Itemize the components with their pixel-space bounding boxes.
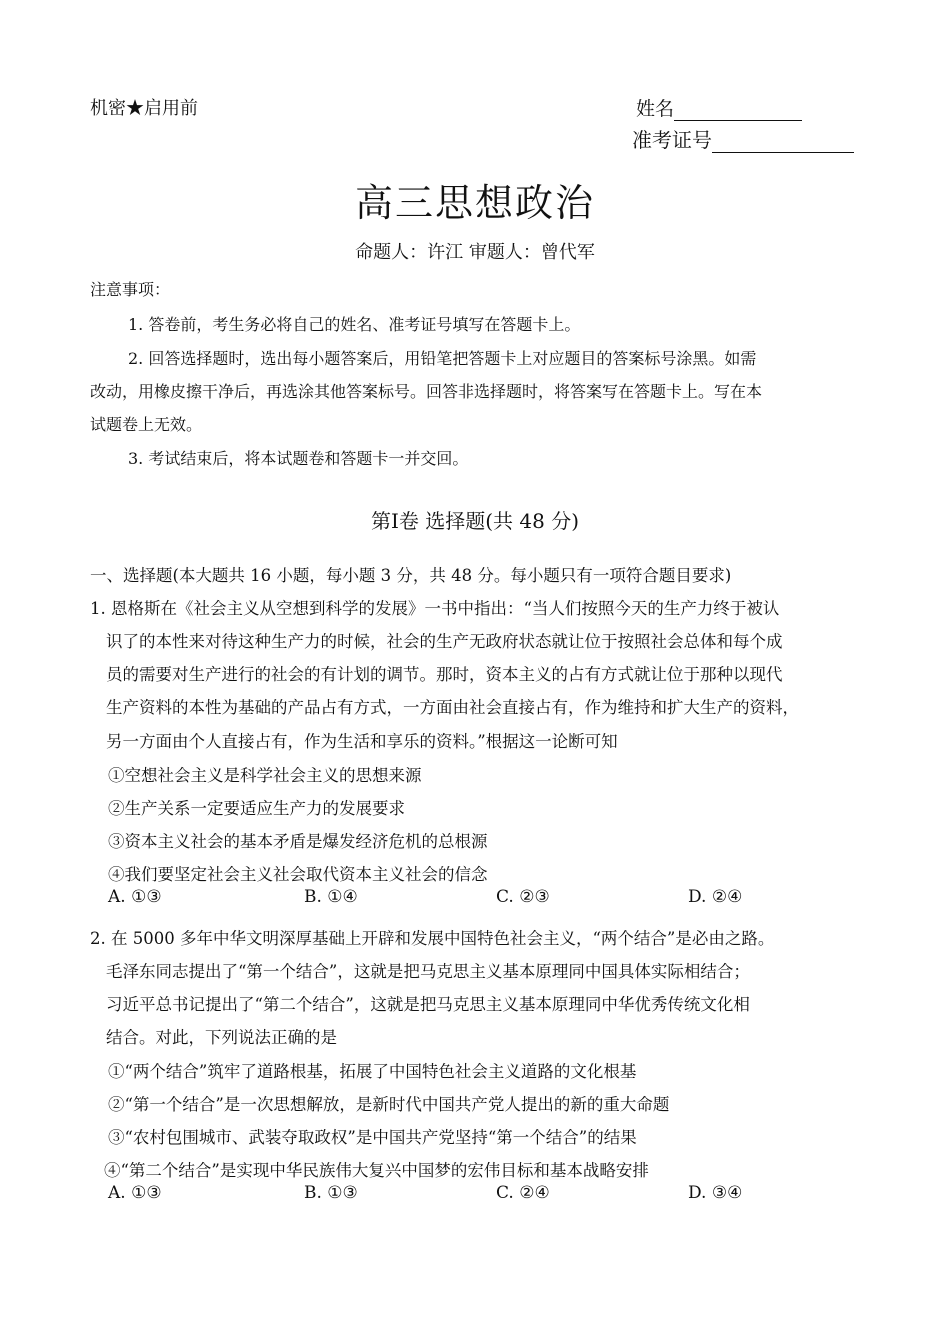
section-title: 第Ⅰ卷 选择题(共 48 分) [370,509,580,533]
question-1-stem: 生产资料的本性为基础的产品占有方式，一方面由社会直接占有，作为维持和扩大生产的资料， [106,698,799,717]
question-2-answer-a: A. ①③ [108,1183,162,1203]
question-1-answer-c: C. ②③ [496,887,550,907]
question-1-stem: 另一方面由个人直接占有，作为生活和享乐的资料。”根据这一论断可知 [106,732,618,751]
question-2-stem: 结合。对此，下列说法正确的是 [106,1028,337,1047]
question-2-answer-d: D. ③④ [688,1183,743,1203]
question-1-stem: 员的需要对生产进行的社会的有计划的调节。那时，资本主义的占有方式就让位于那种以现代 [106,665,783,684]
question-2-answer-b: B. ①③ [304,1183,358,1203]
question-1-stem: 1. 恩格斯在《社会主义从空想到科学的发展》一书中指出：“当人们按照今天的生产力终于被认 [90,599,780,618]
authors-line: 命题人：许江 审题人：曾代军 [355,242,595,263]
notice-heading: 注意事项： [90,280,171,299]
question-1-answer-d: D. ②④ [688,887,743,907]
confidential-label: 机密★启用前 [90,98,198,119]
question-1-stem: 识了的本性来对待这种生产力的时候，社会的生产无政府状态就让位于按照社会总体和每个成 [106,632,783,651]
question-2-option: ④“第二个结合”是实现中华民族伟大复兴中国梦的宏伟目标和基本战略安排 [104,1161,649,1180]
notice-line: 试题卷上无效。 [90,415,203,434]
notice-line: 改动，用橡皮擦干净后，再选涂其他答案标号。回答非选择题时，将答案写在答题卡上。写在本 [90,382,763,401]
exam-id-label: 准考证号 [632,128,712,152]
page-title: 高三思想政治 [354,181,595,225]
exam-id-field [632,124,854,153]
question-1-answer-a: A. ①③ [108,887,162,907]
question-2-option: ①“两个结合”筑牢了道路根基，拓展了中国特色社会主义道路的文化根基 [108,1062,637,1081]
question-1-option: ④我们要坚定社会主义社会取代资本主义社会的信念 [108,865,488,884]
name-field [636,94,802,121]
notice-line: 2. 回答选择题时，选出每小题答案后，用铅笔把答题卡上对应题目的答案标号涂黑。如需 [128,349,757,368]
question-2-stem: 毛泽东同志提出了“第一个结合”，这就是把马克思主义基本原理同中国具体实际相结合； [106,962,750,981]
question-1-option: ①空想社会主义是科学社会主义的思想来源 [108,766,422,785]
part-heading: 一、选择题(本大题共 16 小题，每小题 3 分，共 48 分。每小题只有一项符合题目要求) [90,566,732,585]
question-2-stem: 2. 在 5000 多年中华文明深厚基础上开辟和发展中国特色社会主义，“两个结合”是必由之路。 [90,929,775,948]
name-blank-line [674,102,802,121]
notice-line: 3. 考试结束后，将本试题卷和答题卡一并交回。 [128,449,469,468]
notice-line: 1. 答卷前，考生务必将自己的姓名、准考证号填写在答题卡上。 [128,315,581,334]
question-1-option: ②生产关系一定要适应生产力的发展要求 [108,799,405,818]
name-label: 姓名 [636,98,675,120]
question-1-option: ③资本主义社会的基本矛盾是爆发经济危机的总根源 [108,832,488,851]
exam-id-blank-line [712,134,854,153]
question-2-option: ②“第一个结合”是一次思想解放，是新时代中国共产党人提出的新的重大命题 [108,1095,670,1114]
question-2-answer-c: C. ②④ [496,1183,550,1203]
question-1-answer-b: B. ①④ [304,887,358,907]
question-2-stem: 习近平总书记提出了“第二个结合”，这就是把马克思主义基本原理同中华优秀传统文化相 [106,995,750,1014]
question-2-option: ③“农村包围城市、武装夺取政权”是中国共产党坚持“第一个结合”的结果 [108,1128,637,1147]
